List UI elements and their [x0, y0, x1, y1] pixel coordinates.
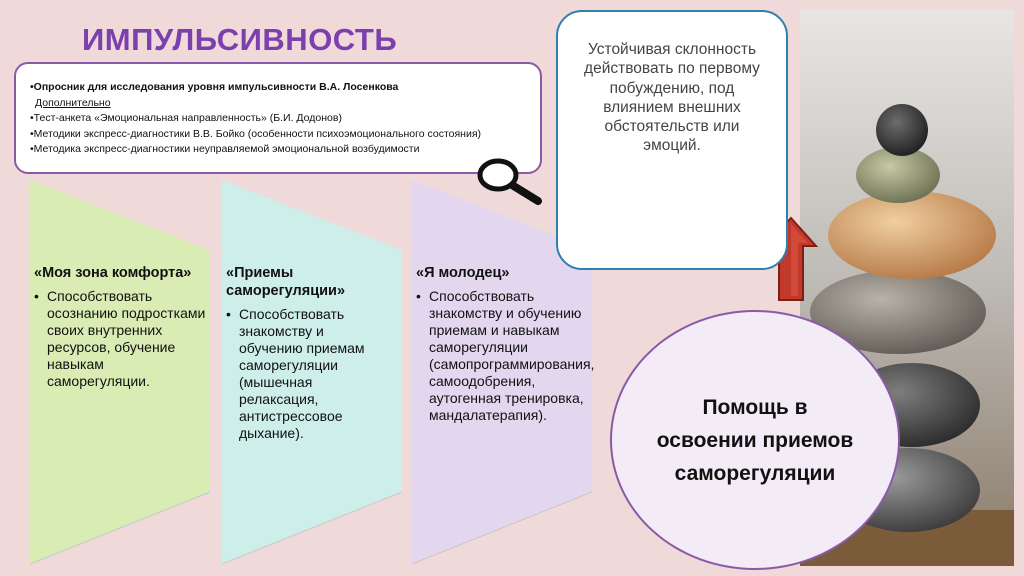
method-item: •Опросник для исследования уровня импульсивности В.А. Лосенкова [30, 81, 399, 93]
card-title: «Моя зона комфорта» [34, 265, 192, 281]
bullet: • [416, 288, 421, 304]
additional-label: Дополнительно [35, 96, 111, 109]
card-body: Способствовать знакомству и обучению приемам и навыкам саморегуляции (самопрограммирования, самоодобрения, аутогенная тренировка, мандалатерапия). [429, 288, 595, 423]
card-body: Способствовать осознанию подростками своих внутренних ресурсов, обучение навыкам саморегуляции. [47, 288, 206, 389]
circle-text: Помощь в освоении приемов саморегуляции [656, 395, 854, 485]
methods-box [14, 62, 542, 174]
bullet: • [226, 306, 231, 322]
definition-box [556, 10, 788, 270]
card-title: «Я молодец» [416, 265, 510, 281]
method-item: •Методики экспресс-диагностики В.В. Бойко (особенности психоэмоционального состояния) [30, 127, 482, 140]
page-title: ИМПУЛЬСИВНОСТЬ [82, 22, 398, 57]
bullet: • [34, 288, 39, 304]
card-title: «Приемы саморегуляции» [226, 265, 346, 299]
method-item: •Тест-анкета «Эмоциональная направленность» (Б.И. Додонов) [30, 112, 342, 124]
definition-text: Устойчивая склонность действовать по первому побуждению, под влиянием внешних обстоятельств или эмоций. [584, 41, 760, 155]
card-body: Способствовать знакомству и обучению приемам саморегуляции (мышечная релаксация, антистрессовое дыхание). [239, 306, 365, 441]
method-item: •Методика экспресс-диагностики неуправляемой эмоциональной возбудимости [30, 143, 420, 155]
magnifier-icon [476, 151, 546, 211]
help-circle [610, 310, 900, 570]
